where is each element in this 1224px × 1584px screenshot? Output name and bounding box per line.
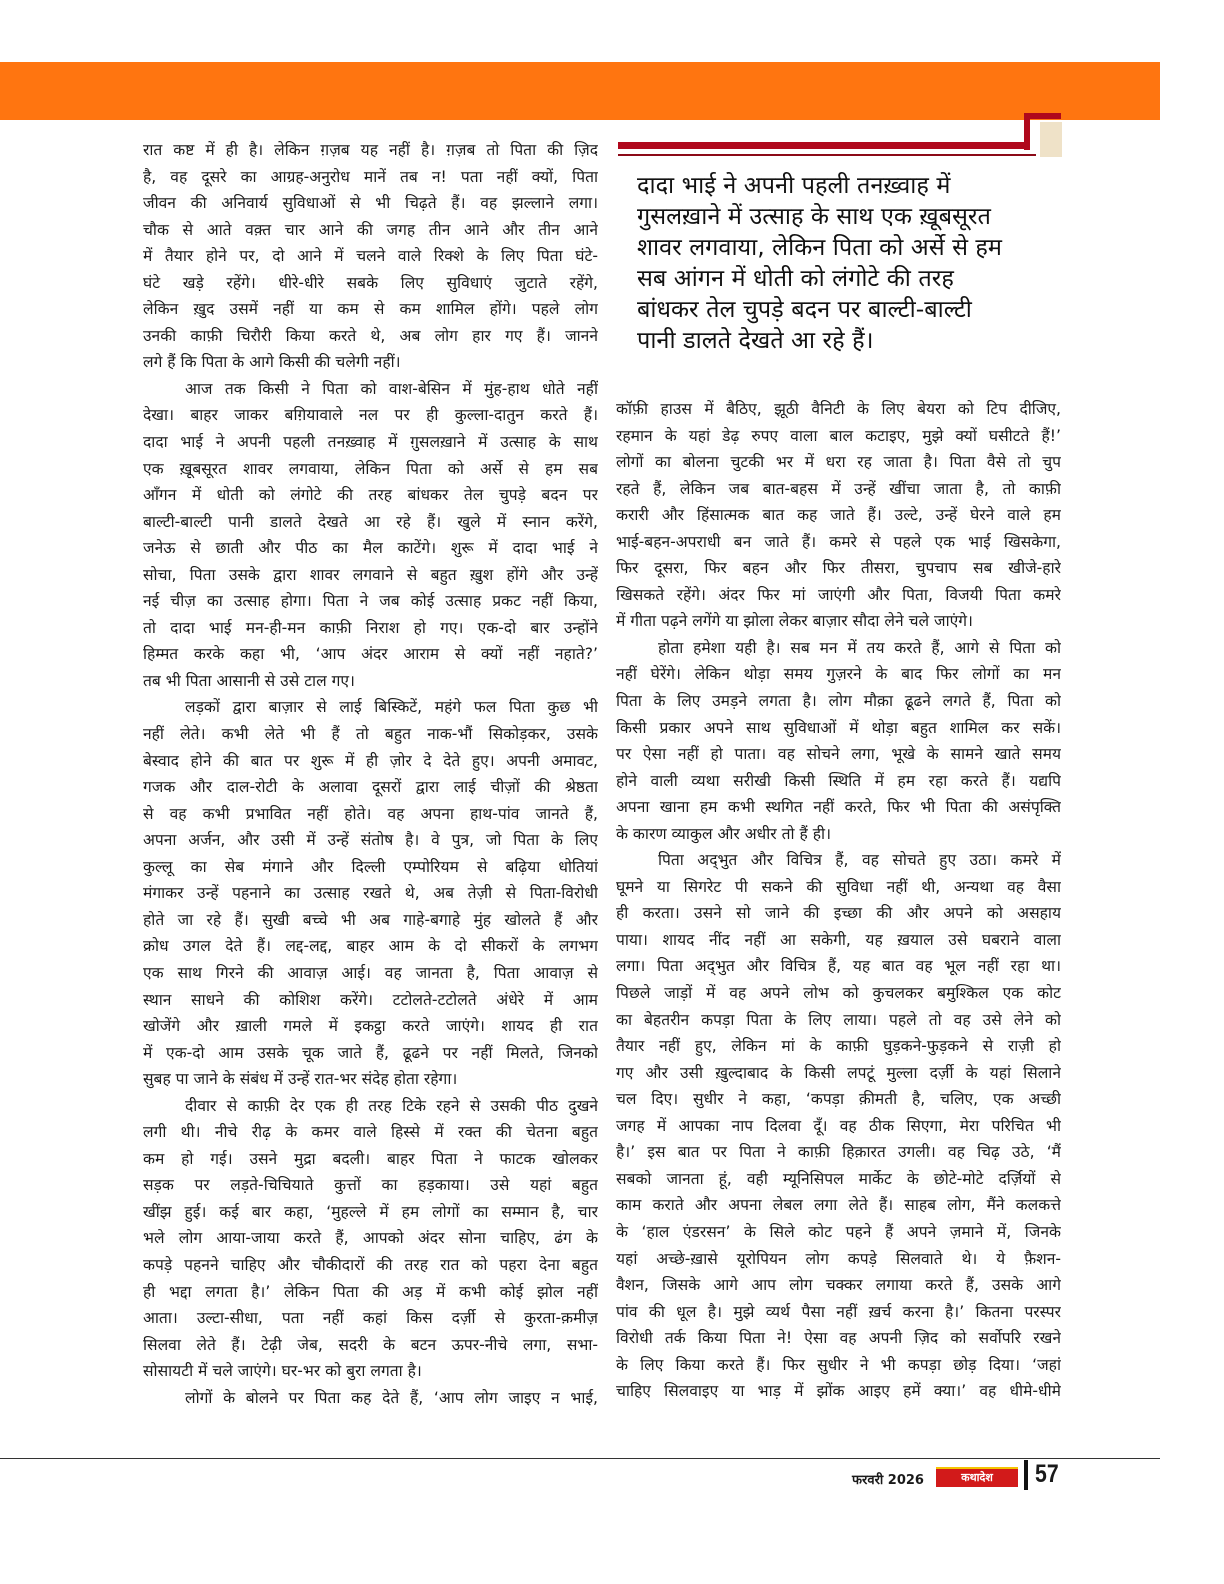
text-line: होने वाली व्यथा सरीखी किसी स्थिति में हम रहा करते हैं। यद्यपि: [616, 771, 1061, 790]
text-line: लेकिन ख़ुद उसमें नहीं या कम से कम शामिल होंगे। पहले लोग: [143, 300, 598, 319]
text-line: बाल्टी-बाल्टी पानी डालते देखते आ रहे हैं। खुले में स्नान करेंगे,: [143, 512, 598, 531]
text-line: रहते हैं, लेकिन जब बात-बहस में उन्हें खींचा जाता है, तो काफ़ी: [616, 479, 1061, 498]
magazine-logo: कथादेश: [936, 1467, 1018, 1487]
pull-quote-line: पानी डालते देखते आ रहे हैं।: [637, 326, 874, 354]
text-line: आज तक किसी ने पिता को वाश-बेसिन में मुंह-हाथ धोते नहीं: [185, 379, 598, 398]
text-line: उनकी काफ़ी चिरौरी किया करते थे, अब लोग हार गए हैं। जानने: [143, 326, 598, 345]
text-line: किसी प्रकार अपने साथ सुविधाओं में थोड़ा बहुत शामिल कर सकें।: [616, 718, 1061, 737]
paragraph: [616, 847, 1061, 1404]
text-line: जगह में आपका नाप दिलवा दूँ। वह ठीक सिएगा, मेरा परिचित भी: [616, 1116, 1061, 1135]
text-line: में तैयार होने पर, दो आने में चलने वाले रिक्शे के लिए पिता घंटे-: [143, 247, 598, 266]
footer-divider: [1024, 1460, 1028, 1490]
text-line: तैयार नहीं हुए, लेकिन मां के काफ़ी घुड़कने-फुड़कने से राज़ी हो: [616, 1037, 1061, 1056]
text-line: रात कष्ट में ही है। लेकिन ग़ज़ब यह नहीं है। ग़ज़ब तो पिता की ज़िद: [143, 141, 598, 159]
text-line: लगा। पिता अद्‌भुत और विचित्र हैं, यह बात वह भूल नहीं रहा था।: [616, 957, 1061, 976]
text-line: है, वह दूसरे का आग्रह-अनुरोध मानें तब न! पता नहीं क्यों, पिता: [143, 167, 598, 186]
pull-quote: [637, 170, 1057, 356]
text-line: लगे हैं कि पिता के आगे किसी की चलेगी नहीं।: [143, 353, 401, 372]
article-column-right: [616, 396, 1061, 1405]
article-column-left: [143, 137, 598, 1411]
text-line: कॉफ़ी हाउस में बैठिए, झूठी वैनिटी के लिए बेयरा को टिप दीजिए,: [616, 400, 1061, 418]
text-line: चाहिए सिलवाइए या भाड़ में झोंक आइए हमें क्या।’ वह धीमे-धीमे: [616, 1382, 1061, 1401]
text-line: वैशन, जिसके आगे आप लोग चक्कर लगाया करते हैं, उसके आगे: [616, 1276, 1061, 1295]
text-line: पिता के लिए उमड़ने लगता है। लोग मौक़ा ढूढने लगते हैं, पिता को: [616, 692, 1061, 711]
paragraph: [616, 396, 1061, 635]
text-line: सिलवा लेते हैं। टेढ़ी जेब, सदरी के बटन ऊपर-नीचे लगा, सभा-: [143, 1335, 598, 1354]
page-number: 57: [1035, 1460, 1059, 1488]
text-line: सुबह पा जाने के संबंध में उन्हें रात-भर संदेह होता रहेगा।: [143, 1070, 458, 1089]
text-line: तो दादा भाई मन-ही-मन काफ़ी निराश हो गए। एक-दो बार उन्होंने: [143, 618, 598, 637]
text-line: मंगाकर उन्हें पहनाने का उत्साह रखते थे, अब तेज़ी से पिता-विरोधी: [143, 884, 598, 903]
pull-quote-line: गुसलख़ाने में उत्साह के साथ एक ख़ूबसूरत: [637, 202, 991, 230]
pull-quote-line: दादा भाई ने अपनी पहली तनख़्वाह में: [637, 171, 951, 199]
text-line: देखा। बाहर जाकर बग़ियावाले नल पर ही कुल्ला-दातुन करते हैं।: [143, 406, 598, 425]
text-line: एक ख़ूबसूरत शावर लगवाया, लेकिन पिता को अर्से से हम सब: [143, 459, 598, 478]
issue-date: फरवरी 2026: [852, 1473, 924, 1488]
pull-quote-line: सब आंगन में धोती को लंगोटे की तरह: [637, 264, 954, 292]
text-line: लगी थी। नीचे रीढ़ के कमर वाले हिस्से में रक्त की चेतना बहुत: [143, 1123, 598, 1142]
text-line: के लिए किया करते हैं। फिर सुधीर ने भी कपड़ा छोड़ दिया। ‘जहां: [616, 1355, 1061, 1374]
text-line: यहां अच्छे-ख़ासे यूरोपियन लोग कपड़े सिलवाते थे। ये फ़ैशन-: [616, 1249, 1061, 1268]
footer-rule: [0, 1458, 1160, 1459]
text-line: खोजेंगे और ख़ाली गमले में इकट्ठा करते जाएंगे। शायद ही रात: [143, 1017, 598, 1036]
text-line: लड़कों द्वारा बाज़ार से लाई बिस्किटें, महंगे फल पिता कुछ भी: [185, 698, 598, 717]
text-line: के ‘हाल एंडरसन’ के सिले कोट पहने हैं अपने ज़माने में, जिनके: [616, 1222, 1061, 1241]
text-line: करारी और हिंसात्मक बात कह जाते हैं। उल्टे, उन्हें घेरने वाले हम: [616, 506, 1061, 525]
text-line: पिछले जाड़ों में वह अपने लोभ को कुचलकर बमुश्किल एक कोट: [616, 984, 1061, 1003]
pull-quote-beige-square: [1040, 122, 1062, 157]
text-line: रहमान के यहां डेढ़ रुपए वाला बाल कटाइए, मुझे क्यों घसीटते हैं!’: [616, 426, 1061, 445]
text-line: भले लोग आया-जाया करते हैं, आपको अंदर सोना चाहिए, ढंग के: [143, 1229, 598, 1248]
text-line: सबको जानता हूं, वही म्यूनिसिपल मार्केट के छोटे-मोटे दर्ज़ियों से: [616, 1169, 1061, 1188]
text-line: बेस्वाद होने की बात पर शुरू में ही ज़ोर दे देते हुए। अपनी अमावट,: [143, 751, 598, 770]
text-line: जीवन की अनिवार्य सुविधाओं से भी चिढ़ते हैं। वह झल्लाने लगा।: [143, 194, 598, 213]
text-line: नई चीज़ का उत्साह होगा। पिता ने जब कोई उत्साह प्रकट नहीं किया,: [143, 592, 598, 611]
text-line: क्रोध उगल देते हैं। लद्द-लद्द, बाहर आम के दो सीकरों के लगभग: [143, 937, 598, 956]
text-line: ही करता। उसने सो जाने की इच्छा की और अपने को असहाय: [616, 904, 1061, 923]
text-line: हिम्मत करके कहा भी, ‘आप अंदर आराम से क्यों नहीं नहाते?’: [143, 645, 598, 664]
paragraph: [616, 635, 1061, 847]
text-line: से वह कभी प्रभावित नहीं होते। वह अपना हाथ-पांव जानते हैं,: [143, 804, 598, 823]
text-line: में गीता पढ़ने लगेंगे या झोला लेकर बाज़ार सौदा लेने चले जाएंगे।: [616, 612, 973, 631]
text-line: पर ऐसा नहीं हो पाता। वह सोचने लगा, भूखे के सामने खाते समय: [616, 745, 1061, 764]
text-line: कम हो गई। उसने मुद्रा बदली। बाहर पिता ने फाटक खोलकर: [143, 1149, 598, 1168]
text-line: के कारण व्याकुल और अधीर तो हैं ही।: [616, 824, 831, 843]
text-line: दीवार से काफ़ी देर एक ही तरह टिके रहने से उसकी पीठ दुखने: [185, 1096, 598, 1115]
pull-quote-line: बांधकर तेल चुपड़े बदन पर बाल्टी-बाल्टी: [637, 295, 972, 323]
text-line: होता हमेशा यही है। सब मन में तय करते हैं, आगे से पिता को: [658, 638, 1061, 657]
text-line: तब भी पिता आसानी से उसे टाल गए।: [143, 671, 355, 690]
text-line: कुल्लू का सेब मंगाने और दिल्ली एम्पोरियम से बढ़िया धोतियां: [143, 857, 598, 876]
pull-quote-rule-thin: [618, 154, 1036, 156]
paragraph: [143, 137, 598, 376]
text-line: सड़क पर लड़ते-चिचियाते कुत्तों का हड़काया। उसे यहां बहुत: [143, 1176, 598, 1195]
text-line: स्थान साधने की कोशिश करेंगे। टटोलते-टटोलते अंधेरे में आम: [143, 990, 598, 1009]
text-line: भाई-बहन-अपराधी बन जाते हैं। कमरे से पहले एक भाई खिसकेगा,: [616, 532, 1061, 551]
paragraph: [143, 694, 598, 1092]
text-line: खिसकते रहेंगे। अंदर फिर मां जाएंगी और पिता, विजयी पिता कमरे: [616, 585, 1061, 604]
text-line: खींझ हुई। कई बार कहा, ‘मुहल्ले में हम लोगों का सम्मान है, चार: [143, 1202, 598, 1221]
text-line: ही भद्दा लगता है।’ लेकिन पिता की अड़ में कभी कोई झोल नहीं: [143, 1282, 598, 1301]
text-line: अपना खाना हम कभी स्थगित नहीं करते, फिर भी पिता की असंपृक्ति: [616, 798, 1061, 817]
text-line: कपड़े पहनने चाहिए और चौकीदारों की तरह रात को पहरा देना बहुत: [143, 1255, 598, 1274]
text-line: गए और उसी ख़ुल्दाबाद के किसी लपटूं मुल्ला दर्ज़ी के यहां सिलाने: [616, 1063, 1061, 1082]
text-line: नहीं लेते। कभी लेते भी हैं तो बहुत नाक-भौं सिकोड़कर, उसके: [143, 725, 598, 744]
pull-quote-line: शावर लगवाया, लेकिन पिता को अर्से से हम: [637, 233, 1002, 261]
text-line: जनेऊ से छाती और पीठ का मैल काटेंगे। शुरू में दादा भाई ने: [143, 539, 598, 558]
text-line: दादा भाई ने अपनी पहली तनख़्वाह में ग़ुसलख़ाने में उत्साह के साथ: [143, 433, 598, 452]
text-line: विरोधी तर्क किया पिता ने! ऐसा वह अपनी ज़िद को सर्वोपरि रखने: [616, 1329, 1061, 1348]
text-line: फिर दूसरा, फिर बहन और फिर तीसरा, चुपचाप सब खीजे-हारे: [616, 559, 1061, 578]
text-line: होते जा रहे हैं। सुखी बच्चे भी अब गाहे-बगाहे मुंह खोलते हैं और: [143, 910, 598, 929]
pull-quote-rule-thick: [618, 142, 1028, 149]
text-line: घंटे खड़े रहेंगे। धीरे-धीरे सबके लिए सुविधाएं जुटाते रहेंगे,: [143, 273, 598, 292]
text-line: पांव की धूल है। मुझे व्यर्थ पैसा नहीं ख़र्च करना है।’ कितना परस्पर: [616, 1302, 1061, 1321]
text-line: एक साथ गिरने की आवाज़ आई। वह जानता है, पिता आवाज़ से: [143, 963, 598, 982]
text-line: पिता अद्‌भुत और विचित्र हैं, वह सोचते हुए उठा। कमरे में: [658, 851, 1061, 870]
text-line: है।’ इस बात पर पिता ने काफ़ी हिक़ारत उगली। वह चिढ़ उठे, ‘मैं: [616, 1143, 1061, 1162]
text-line: आँगन में धोती को लंगोटे की तरह बांधकर तेल चुपड़े बदन पर: [143, 486, 598, 505]
text-line: गजक और दाल-रोटी के अलावा दूसरों द्वारा लाई चीज़ों की श्रेष्ठता: [143, 778, 598, 797]
text-line: चल दिए। सुधीर ने कहा, ‘कपड़ा क़ीमती है, चलिए, एक अच्छी: [616, 1090, 1061, 1109]
paragraph: [143, 376, 598, 695]
text-line: काम कराते और अपना लेबल लगा लेते हैं। साहब लोग, मैंने कलकत्ते: [616, 1196, 1061, 1215]
paragraph: [143, 1093, 598, 1385]
text-line: घूमने या सिगरेट पी सकने की सुविधा नहीं थी, अन्यथा वह वैसा: [616, 877, 1061, 896]
text-line: का बेहतरीन कपड़ा पिता के लिए लाया। पहले तो वह उसे लेने को: [616, 1010, 1061, 1029]
text-line: पाया। शायद नींद नहीं आ सकेगी, यह ख़याल उसे घबराने वाला: [616, 930, 1061, 949]
text-line: लोगों का बोलना चुटकी भर में धरा रह जाता है। पिता वैसे तो चुप: [616, 453, 1061, 472]
text-line: सोसायटी में चले जाएंगे। घर-भर को बुरा लगता है।: [143, 1362, 422, 1381]
text-line: अपना अर्जन, और उसी में उन्हें संतोष है। वे पुत्र, जो पिता के लिए: [143, 831, 598, 850]
paragraph: [143, 1385, 598, 1412]
text-line: में एक-दो आम उसके चूक जाते हैं, ढूढने पर नहीं मिलते, जिनको: [143, 1043, 598, 1062]
text-line: नहीं घेरेंगे। लेकिन थोड़ा समय गुज़रने के बाद फिर लोगों का मन: [616, 665, 1061, 684]
text-line: आता। उल्टा-सीधा, पता नहीं कहां किस दर्ज़ी से कुरता-क़मीज़: [143, 1309, 598, 1328]
header-orange-band: [0, 62, 1160, 120]
text-line: सोचा, पिता उसके द्वारा शावर लगवाने से बहुत ख़ुश होंगे और उन्हें: [143, 565, 598, 584]
text-line: लोगों के बोलने पर पिता कह देते हैं, ‘आप लोग जाइए न भाई,: [185, 1388, 598, 1407]
text-line: चौक से आते वक़्त चार आने की जगह तीन आने और तीन आने: [143, 220, 598, 239]
